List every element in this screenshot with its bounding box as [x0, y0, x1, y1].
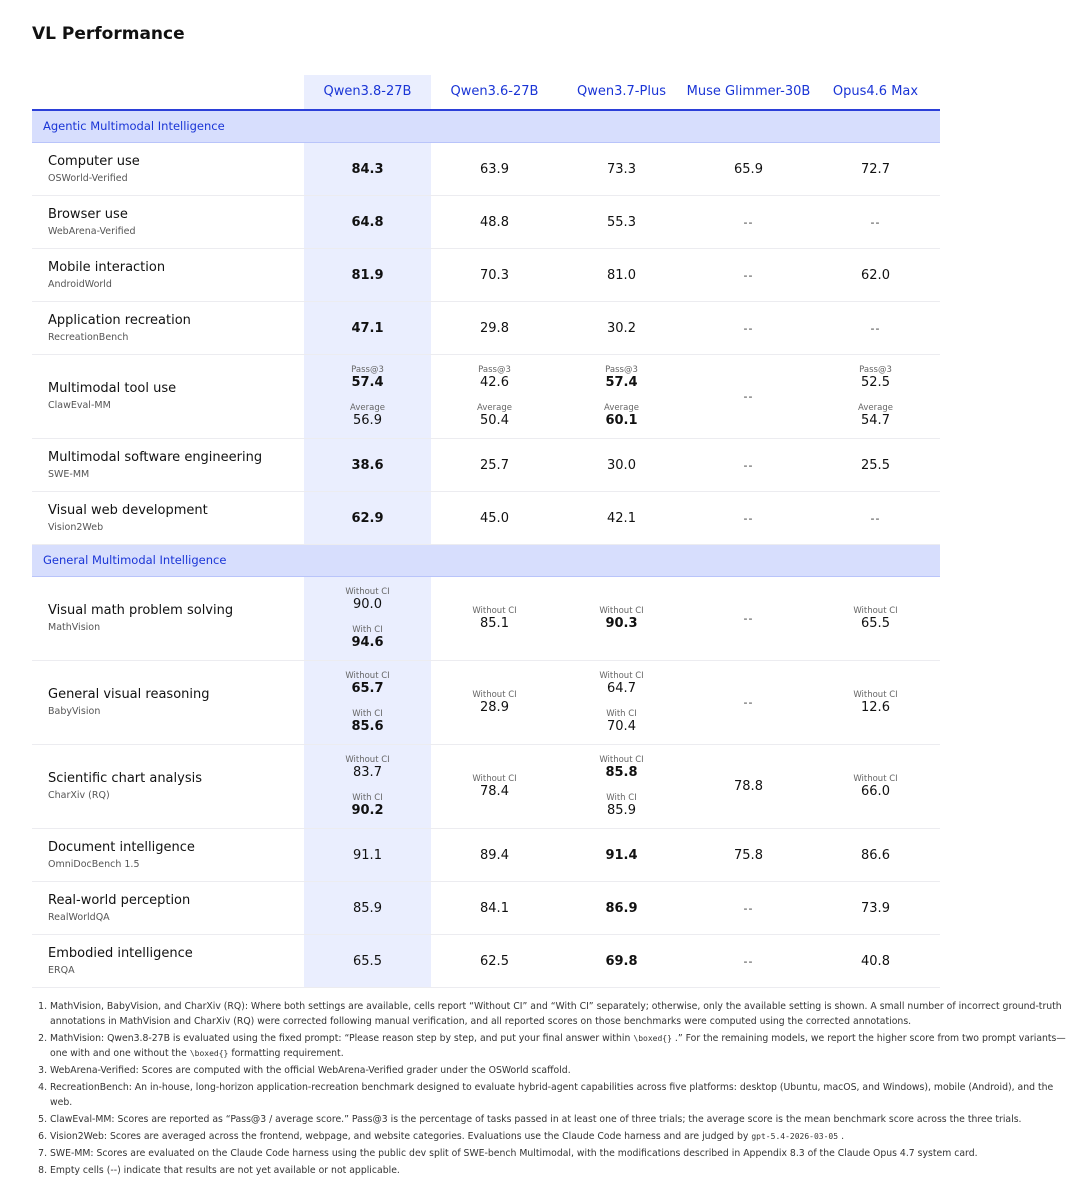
footnote-text: formatting requirement. — [231, 1048, 344, 1059]
score-cell — [558, 249, 685, 301]
score-cell — [558, 745, 685, 828]
score-cell — [431, 355, 558, 438]
score-cell — [812, 882, 939, 934]
benchmark-label — [48, 450, 262, 480]
score-value: 65.7 — [351, 681, 384, 696]
setting-label: Without CI — [599, 671, 644, 681]
footnote — [50, 1080, 1070, 1110]
score-value: 70.3 — [480, 267, 509, 283]
score-cell — [812, 745, 939, 828]
setting-label: Without CI — [853, 690, 898, 700]
capability-name: Multimodal tool use — [48, 381, 177, 396]
score-cell — [431, 492, 558, 544]
setting-label: With CI — [352, 709, 383, 719]
column-header: Qwen3.8-27B — [323, 84, 412, 99]
table-row — [32, 143, 940, 196]
score-value: 57.4 — [605, 375, 638, 390]
footnote-text: SWE-MM: Scores are evaluated on the Claude Code harness using the public dev split of SWE-bench Multimodal, with the modifications described in Appendix 8.3 of the Claude Opus 4.7 system card. — [50, 1148, 978, 1159]
score-value: 65.5 — [353, 953, 382, 969]
score-value: 66.0 — [861, 784, 890, 799]
table-row — [32, 745, 940, 829]
column-header: Opus4.6 Max — [832, 84, 919, 99]
score-cell — [304, 439, 431, 491]
score-value: 89.4 — [480, 847, 509, 863]
score-value: 57.4 — [351, 375, 384, 390]
empty-value: -- — [743, 390, 754, 403]
score-value: 72.7 — [861, 161, 890, 177]
score-cell — [812, 577, 939, 660]
footnote-text: . — [841, 1131, 845, 1142]
section-header — [32, 111, 940, 143]
inline-code: \boxed{} — [189, 1049, 229, 1058]
footnote — [50, 999, 1070, 1029]
score-value: 83.7 — [353, 765, 382, 780]
score-value: 75.8 — [734, 847, 763, 863]
score-value: 81.0 — [607, 267, 636, 283]
score-value: 85.9 — [353, 900, 382, 916]
score-cell — [431, 935, 558, 987]
empty-value: -- — [743, 321, 754, 335]
score-value: 84.1 — [480, 900, 509, 916]
capability-name: Scientific chart analysis — [48, 771, 202, 786]
score-value: 42.6 — [480, 375, 509, 390]
empty-value: -- — [870, 321, 881, 335]
score-cell — [431, 829, 558, 881]
benchmark-label — [48, 381, 176, 411]
setting-label: Average — [477, 403, 512, 413]
empty-value: -- — [743, 458, 754, 472]
footnote-text: WebArena-Verified: Scores are computed with the official WebArena-Verified grader under the OSWorld scaffold. — [50, 1065, 571, 1076]
score-cell — [812, 143, 939, 195]
table-row — [32, 829, 940, 882]
score-value: 25.7 — [480, 457, 509, 473]
table-row — [32, 882, 940, 935]
section-header — [32, 545, 940, 577]
score-cell — [431, 439, 558, 491]
empty-value: -- — [743, 268, 754, 282]
score-value: 60.1 — [605, 413, 638, 428]
benchmark-name: OmniDocBench 1.5 — [48, 858, 140, 870]
table-row — [32, 439, 940, 492]
table-row — [32, 249, 940, 302]
performance-table — [32, 75, 940, 988]
score-value: 56.9 — [353, 413, 382, 428]
column-header: Muse Glimmer-30B — [686, 84, 811, 99]
score-value: 91.4 — [605, 847, 638, 863]
score-cell — [431, 882, 558, 934]
score-value: 42.1 — [607, 510, 636, 526]
score-value: 85.9 — [607, 803, 636, 818]
score-cell — [558, 829, 685, 881]
footnote-text: MathVision: Qwen3.8-27B is evaluated using the fixed prompt: “Please reason step by step, and put your final answer within — [50, 1033, 631, 1044]
score-value: 90.3 — [605, 616, 638, 631]
benchmark-label — [48, 313, 191, 343]
benchmark-label — [48, 687, 209, 717]
table-body — [32, 111, 940, 988]
score-value: 64.7 — [607, 681, 636, 696]
benchmark-label — [48, 154, 140, 184]
score-cell — [304, 302, 431, 354]
benchmark-label — [48, 840, 195, 870]
benchmark-name: AndroidWorld — [48, 278, 112, 290]
score-cell — [558, 143, 685, 195]
score-cell — [304, 935, 431, 987]
score-value: 48.8 — [480, 214, 509, 230]
setting-label: With CI — [352, 793, 383, 803]
score-cell — [685, 882, 812, 934]
table-header — [32, 75, 940, 109]
score-value: 62.0 — [861, 267, 890, 283]
table-row — [32, 196, 940, 249]
setting-label: Pass@3 — [351, 365, 384, 375]
footnote — [50, 1129, 1070, 1144]
score-cell — [812, 355, 939, 438]
benchmark-label — [48, 603, 233, 633]
benchmark-name: MathVision — [48, 622, 101, 633]
score-value: 86.9 — [605, 900, 638, 916]
capability-name: Multimodal software engineering — [48, 449, 263, 465]
setting-label: Pass@3 — [605, 365, 638, 375]
score-value: 28.9 — [480, 700, 509, 715]
score-cell — [558, 439, 685, 491]
table-row — [32, 577, 940, 661]
score-cell — [558, 661, 685, 744]
score-value: 73.9 — [861, 900, 890, 916]
setting-label: Without CI — [472, 606, 517, 616]
column-header: Qwen3.6-27B — [450, 84, 539, 99]
score-cell — [812, 492, 939, 544]
setting-label: Without CI — [853, 606, 898, 616]
setting-label: With CI — [606, 709, 637, 719]
score-cell — [812, 302, 939, 354]
benchmark-name: RealWorldQA — [48, 911, 110, 923]
empty-value: -- — [870, 511, 881, 525]
benchmark-name: Vision2Web — [48, 521, 104, 533]
empty-value: -- — [743, 612, 754, 625]
benchmark-label — [48, 260, 165, 290]
score-cell — [558, 355, 685, 438]
empty-value: -- — [870, 215, 881, 229]
score-cell — [685, 439, 812, 491]
benchmark-label — [48, 207, 135, 237]
score-value: 25.5 — [861, 457, 890, 473]
capability-name: General visual reasoning — [48, 687, 210, 702]
score-cell — [812, 661, 939, 744]
score-cell — [685, 935, 812, 987]
page-title: VL Performance — [32, 24, 185, 44]
benchmark-name: BabyVision — [48, 706, 101, 717]
score-cell — [685, 355, 812, 438]
empty-value: -- — [743, 696, 754, 709]
score-cell — [304, 355, 431, 438]
setting-label: Without CI — [599, 755, 644, 765]
score-value: 85.8 — [605, 765, 638, 780]
score-cell — [812, 249, 939, 301]
setting-label: Pass@3 — [478, 365, 511, 375]
footnote — [50, 1031, 1070, 1061]
capability-name: Document intelligence — [48, 839, 195, 855]
setting-label: Without CI — [853, 774, 898, 784]
benchmark-name: OSWorld-Verified — [48, 172, 128, 184]
table-row — [32, 492, 940, 545]
score-value: 40.8 — [861, 953, 890, 969]
footnote-text: MathVision, BabyVision, and CharXiv (RQ): Where both settings are available, cells report “Without CI” and “With CI” separately; otherwise, only the available setting is shown. A small number of incorrect ground-truth annotations in MathVision and CharXiv (RQ) were corrected following manual verification, and all reported scores on those benchmarks were computed using the corrected annotations. — [50, 1001, 1062, 1027]
table-row — [32, 661, 940, 745]
score-value: 91.1 — [353, 847, 382, 863]
score-value: 29.8 — [480, 320, 509, 336]
benchmark-name: SWE-MM — [48, 468, 90, 480]
score-cell — [304, 492, 431, 544]
setting-label: Without CI — [599, 606, 644, 616]
footnotes — [38, 999, 1070, 1180]
score-cell — [685, 492, 812, 544]
score-cell — [431, 577, 558, 660]
score-cell — [558, 935, 685, 987]
score-cell — [304, 143, 431, 195]
score-cell — [304, 882, 431, 934]
score-value: 50.4 — [480, 413, 509, 428]
score-cell — [431, 249, 558, 301]
score-cell — [685, 196, 812, 248]
score-value: 64.8 — [351, 214, 384, 230]
footnote — [50, 1163, 1070, 1178]
setting-label: Without CI — [472, 774, 517, 784]
score-value: 52.5 — [861, 375, 890, 390]
score-value: 38.6 — [351, 457, 384, 473]
score-cell — [431, 196, 558, 248]
score-cell — [558, 882, 685, 934]
score-value: 90.2 — [351, 803, 384, 818]
inline-code: \boxed{} — [633, 1034, 672, 1043]
benchmark-name: WebArena-Verified — [48, 225, 136, 237]
footnote — [50, 1063, 1070, 1078]
score-value: 69.8 — [605, 953, 638, 969]
setting-label: Without CI — [472, 690, 517, 700]
score-cell — [304, 745, 431, 828]
footnote-text: ClawEval-MM: Scores are reported as “Pass@3 / average score.” Pass@3 is the percentage of tasks passed in at least one of three trials; the average score is the mean benchmark score across the three trials. — [50, 1114, 1022, 1125]
score-value: 85.1 — [480, 616, 509, 631]
score-value: 85.6 — [351, 719, 384, 734]
score-cell — [685, 661, 812, 744]
score-cell — [812, 829, 939, 881]
score-cell — [685, 302, 812, 354]
capability-name: Application recreation — [48, 312, 191, 328]
benchmark-name: ERQA — [48, 964, 75, 976]
setting-label: With CI — [352, 625, 383, 635]
benchmark-name: ClawEval-MM — [48, 400, 111, 411]
score-value: 78.8 — [734, 779, 763, 794]
column-header: Qwen3.7-Plus — [577, 84, 666, 99]
score-cell — [304, 829, 431, 881]
score-cell — [558, 196, 685, 248]
score-cell — [304, 661, 431, 744]
capability-name: Computer use — [48, 153, 140, 169]
footnote-text: Vision2Web: Scores are averaged across the frontend, webpage, and website categories. Evaluations use the Claude Code harness and are judged by — [50, 1131, 749, 1142]
score-value: 90.0 — [353, 597, 382, 612]
score-cell — [685, 829, 812, 881]
score-cell — [431, 661, 558, 744]
score-cell — [431, 143, 558, 195]
empty-value: -- — [743, 954, 754, 968]
section-title: Agentic Multimodal Intelligence — [43, 119, 225, 133]
capability-name: Real-world perception — [48, 892, 191, 908]
setting-label: Without CI — [345, 587, 390, 597]
score-cell — [431, 745, 558, 828]
table-row — [32, 302, 940, 355]
benchmark-name: RecreationBench — [48, 331, 129, 343]
score-value: 30.0 — [607, 457, 636, 473]
score-cell — [812, 196, 939, 248]
setting-label: Average — [350, 403, 385, 413]
setting-label: Average — [858, 403, 893, 413]
table-row — [32, 935, 940, 988]
score-value: 81.9 — [351, 267, 384, 283]
benchmark-label — [48, 503, 208, 533]
score-value: 65.5 — [861, 616, 890, 631]
score-value: 12.6 — [861, 700, 890, 715]
score-cell — [685, 745, 812, 828]
score-cell — [304, 577, 431, 660]
score-cell — [685, 577, 812, 660]
score-value: 84.3 — [351, 161, 384, 177]
table-row — [32, 355, 940, 439]
footnote — [50, 1146, 1070, 1161]
footnote-text: Empty cells (--) indicate that results are not yet available or not applicable. — [50, 1165, 400, 1176]
benchmark-label — [48, 946, 193, 976]
score-cell — [304, 196, 431, 248]
setting-label: Pass@3 — [859, 365, 892, 375]
score-value: 30.2 — [607, 320, 636, 336]
score-value: 55.3 — [607, 214, 636, 230]
setting-label: With CI — [606, 793, 637, 803]
score-value: 78.4 — [480, 784, 509, 799]
score-value: 45.0 — [480, 510, 509, 526]
setting-label: Without CI — [345, 671, 390, 681]
score-value: 62.5 — [480, 953, 509, 969]
score-value: 54.7 — [861, 413, 890, 428]
capability-name: Mobile interaction — [48, 259, 166, 275]
section-title: General Multimodal Intelligence — [43, 553, 227, 567]
inline-code: gpt-5.4-2026-03-05 — [751, 1132, 839, 1141]
score-cell — [558, 492, 685, 544]
capability-name: Visual math problem solving — [48, 603, 234, 618]
setting-label: Without CI — [345, 755, 390, 765]
score-value: 86.6 — [861, 847, 890, 863]
score-cell — [812, 935, 939, 987]
capability-name: Browser use — [48, 206, 128, 222]
score-value: 73.3 — [607, 161, 636, 177]
score-value: 94.6 — [351, 635, 384, 650]
score-cell — [558, 577, 685, 660]
score-cell — [431, 302, 558, 354]
score-cell — [558, 302, 685, 354]
score-value: 47.1 — [351, 320, 384, 336]
score-cell — [685, 249, 812, 301]
score-value: 65.9 — [734, 161, 763, 177]
capability-name: Visual web development — [48, 502, 208, 518]
capability-name: Embodied intelligence — [48, 945, 193, 961]
score-value: 70.4 — [607, 719, 636, 734]
setting-label: Average — [604, 403, 639, 413]
score-cell — [304, 249, 431, 301]
benchmark-name: CharXiv (RQ) — [48, 790, 110, 801]
score-cell — [685, 143, 812, 195]
benchmark-label — [48, 893, 190, 923]
footnote-text: .” For the remaining models, we report the higher score from two prompt variants—one with and one without the — [50, 1033, 1066, 1059]
score-value: 63.9 — [480, 161, 509, 177]
empty-value: -- — [743, 511, 754, 525]
benchmark-label — [48, 771, 202, 801]
footnote — [50, 1112, 1070, 1127]
score-cell — [812, 439, 939, 491]
score-value: 62.9 — [351, 510, 384, 526]
footnote-text: RecreationBench: An in-house, long-horizon application-recreation benchmark designed to evaluate hybrid-agent capabilities across five platforms: desktop (Ubuntu, macOS, and Windows), mobile (Android), and the web. — [50, 1082, 1054, 1108]
empty-value: -- — [743, 215, 754, 229]
empty-value: -- — [743, 901, 754, 915]
